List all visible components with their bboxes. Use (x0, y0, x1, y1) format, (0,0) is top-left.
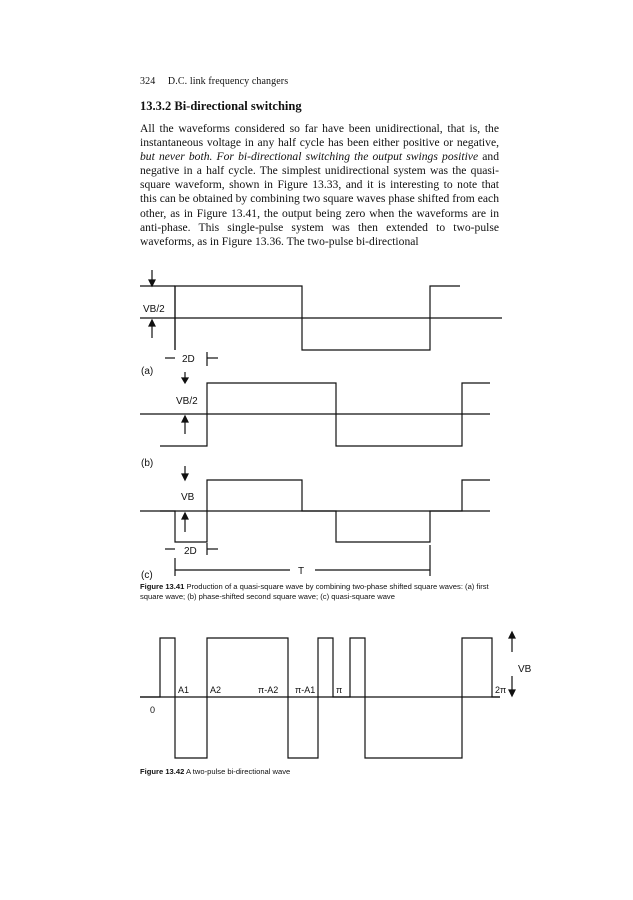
panel-b-tag: (b) (141, 458, 154, 469)
panel-c-amp-label: VB (181, 492, 195, 503)
figure-13-42-number: Figure 13.42 (140, 767, 185, 776)
figure-13-42-caption (140, 767, 510, 777)
panel-c-period-label: T (298, 566, 305, 577)
fig42-tick-pi-a2: π-A2 (258, 685, 279, 695)
fig42-two-pulse-wave (140, 638, 500, 758)
figure-13-42-caption-text: A two-pulse bi-directional wave (186, 767, 291, 776)
panel-c-shift-label: 2D (184, 546, 197, 557)
fig42-tick-2pi: 2π (495, 685, 507, 695)
page-number: 324 (140, 76, 156, 87)
fig42-arrow-head (509, 690, 515, 696)
fig42-tick-pi: π (336, 685, 343, 695)
figure-13-41-number: Figure 13.41 (140, 582, 185, 591)
panel-a-amp-label: VB/2 (143, 304, 165, 315)
panel-c-tag: (c) (141, 570, 153, 581)
fig42-amp-label: VB (518, 664, 532, 675)
panel-b-amp-label: VB/2 (176, 396, 198, 407)
fig42-arrow-head (509, 632, 515, 638)
panel-a-shift-label: 2D (182, 354, 195, 365)
panel-a-tag: (a) (141, 366, 154, 377)
paragraph-italic: but never both. For bi-directional switching the output swings positive (140, 150, 479, 164)
running-title: D.C. link frequency changers (167, 76, 289, 87)
section-title: 13.3.2 Bi-directional switching (140, 99, 302, 113)
fig42-tick-a2: A2 (210, 685, 222, 695)
fig42-tick-a1: A1 (178, 685, 190, 695)
figure-13-41-caption-text: Production of a quasi-square wave by combining two-phase shifted square waves: (a) first square wave; (b) phase-shifted second square wave; (c) quasi-square wave (140, 582, 489, 601)
fig42-origin-label: 0 (150, 705, 156, 715)
fig42-tick-pi-a1: π-A1 (295, 685, 316, 695)
paragraph-part-2: and negative in a half cycle. The simplest unidirectional system was the quasi-square waveform, shown in Figure 13.33, and it is interesting to note that this can be obtained by combining two square waves phase shifted from each other, as in Figure 13.41, the output being zero when the waveforms are in anti-phase. This single-pulse system was then extended to two-pulse waveforms, as in Figure 13.36. The two-pulse bi-directional (140, 150, 499, 248)
paragraph-part-1: All the waveforms considered so far have been unidirectional, that is, the instantaneous voltage in any half cycle has been either positive or negative, (140, 122, 499, 150)
